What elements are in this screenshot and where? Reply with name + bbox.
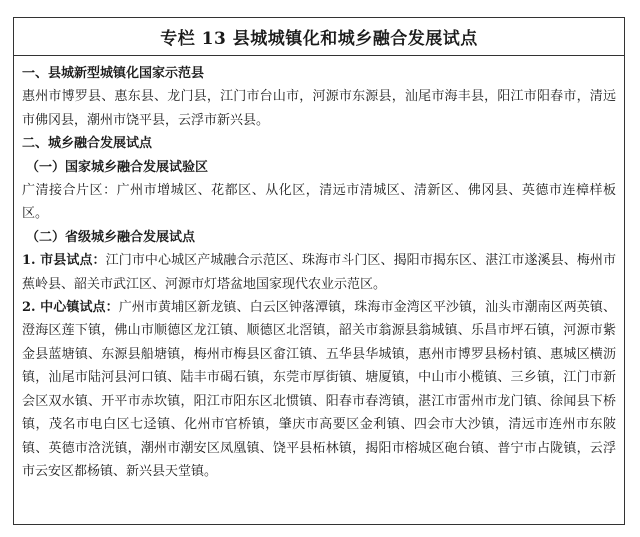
item-2 [22, 296, 616, 483]
title-row [14, 18, 624, 56]
section-heading-2: 二、城乡融合发展试点 [22, 136, 153, 152]
subsection-heading-2: （二）省级城乡融合发展试点 [26, 229, 196, 245]
feature-box [13, 17, 625, 525]
item-1-label: 1. 市县试点： [22, 253, 106, 269]
box-title: 专栏 13 县城城镇化和城乡融合发展试点 [160, 29, 478, 49]
subsection-text-1: 广清接合片区：广州市增城区、花都区、从化区，清远市清城区、清新区、佛冈县、英德市连樟样板区。 [22, 183, 616, 222]
item-1-text: 江门市中心城区产城融合示范区、珠海市斗门区、揭阳市揭东区、湛江市遂溪县、梅州市蕉岭县、韶关市武江区、河源市灯塔盆地国家现代农业示范区。 [22, 253, 616, 292]
section-heading-1: 一、县城新型城镇化国家示范县 [22, 66, 205, 81]
item-1 [22, 249, 616, 296]
item-2-label: 2. 中心镇试点： [22, 300, 119, 316]
item-2-text: 广州市黄埔区新龙镇、白云区钟落潭镇，珠海市金湾区平沙镇，汕头市潮南区两英镇、澄海区莲下镇，佛山市顺德区龙江镇、顺德区北滘镇，韶关市翁源县翁城镇、乐昌市坪石镇，河源市紫金县蓝塘镇、东源县船塘镇，梅州市梅县区畲江镇、五华县华城镇，惠州市博罗县杨村镇、惠城区横沥镇，汕尾市陆河县河口镇、陆丰市碣石镇，东莞市厚街镇、塘厦镇，中山市小榄镇、三乡镇，江门市新会区双水镇、开平市赤坎镇，阳江市阳东区北惯镇、阳春市春湾镇，湛江市雷州市龙门镇、徐闻县下桥镇，茂名市电白区七迳镇、化州市官桥镇，肇庆市高要区金利镇、四会市大沙镇，清远市连州市东陂镇、英德市浛洸镇，潮州市潮安区凤凰镇、饶平县柘林镇，揭阳市榕城区砲台镇、普宁市占陇镇，云浮市云安区都杨镇、新兴县天堂镇。 [22, 300, 616, 479]
subsection-heading-1: （一）国家城乡融合发展试验区 [26, 159, 209, 175]
section-text-1: 惠州市博罗县、惠东县、龙门县，江门市台山市，河源市东源县，汕尾市海丰县，阳江市阳春市，清远市佛冈县，潮州市饶平县，云浮市新兴县。 [22, 89, 616, 128]
box-content [14, 56, 624, 483]
